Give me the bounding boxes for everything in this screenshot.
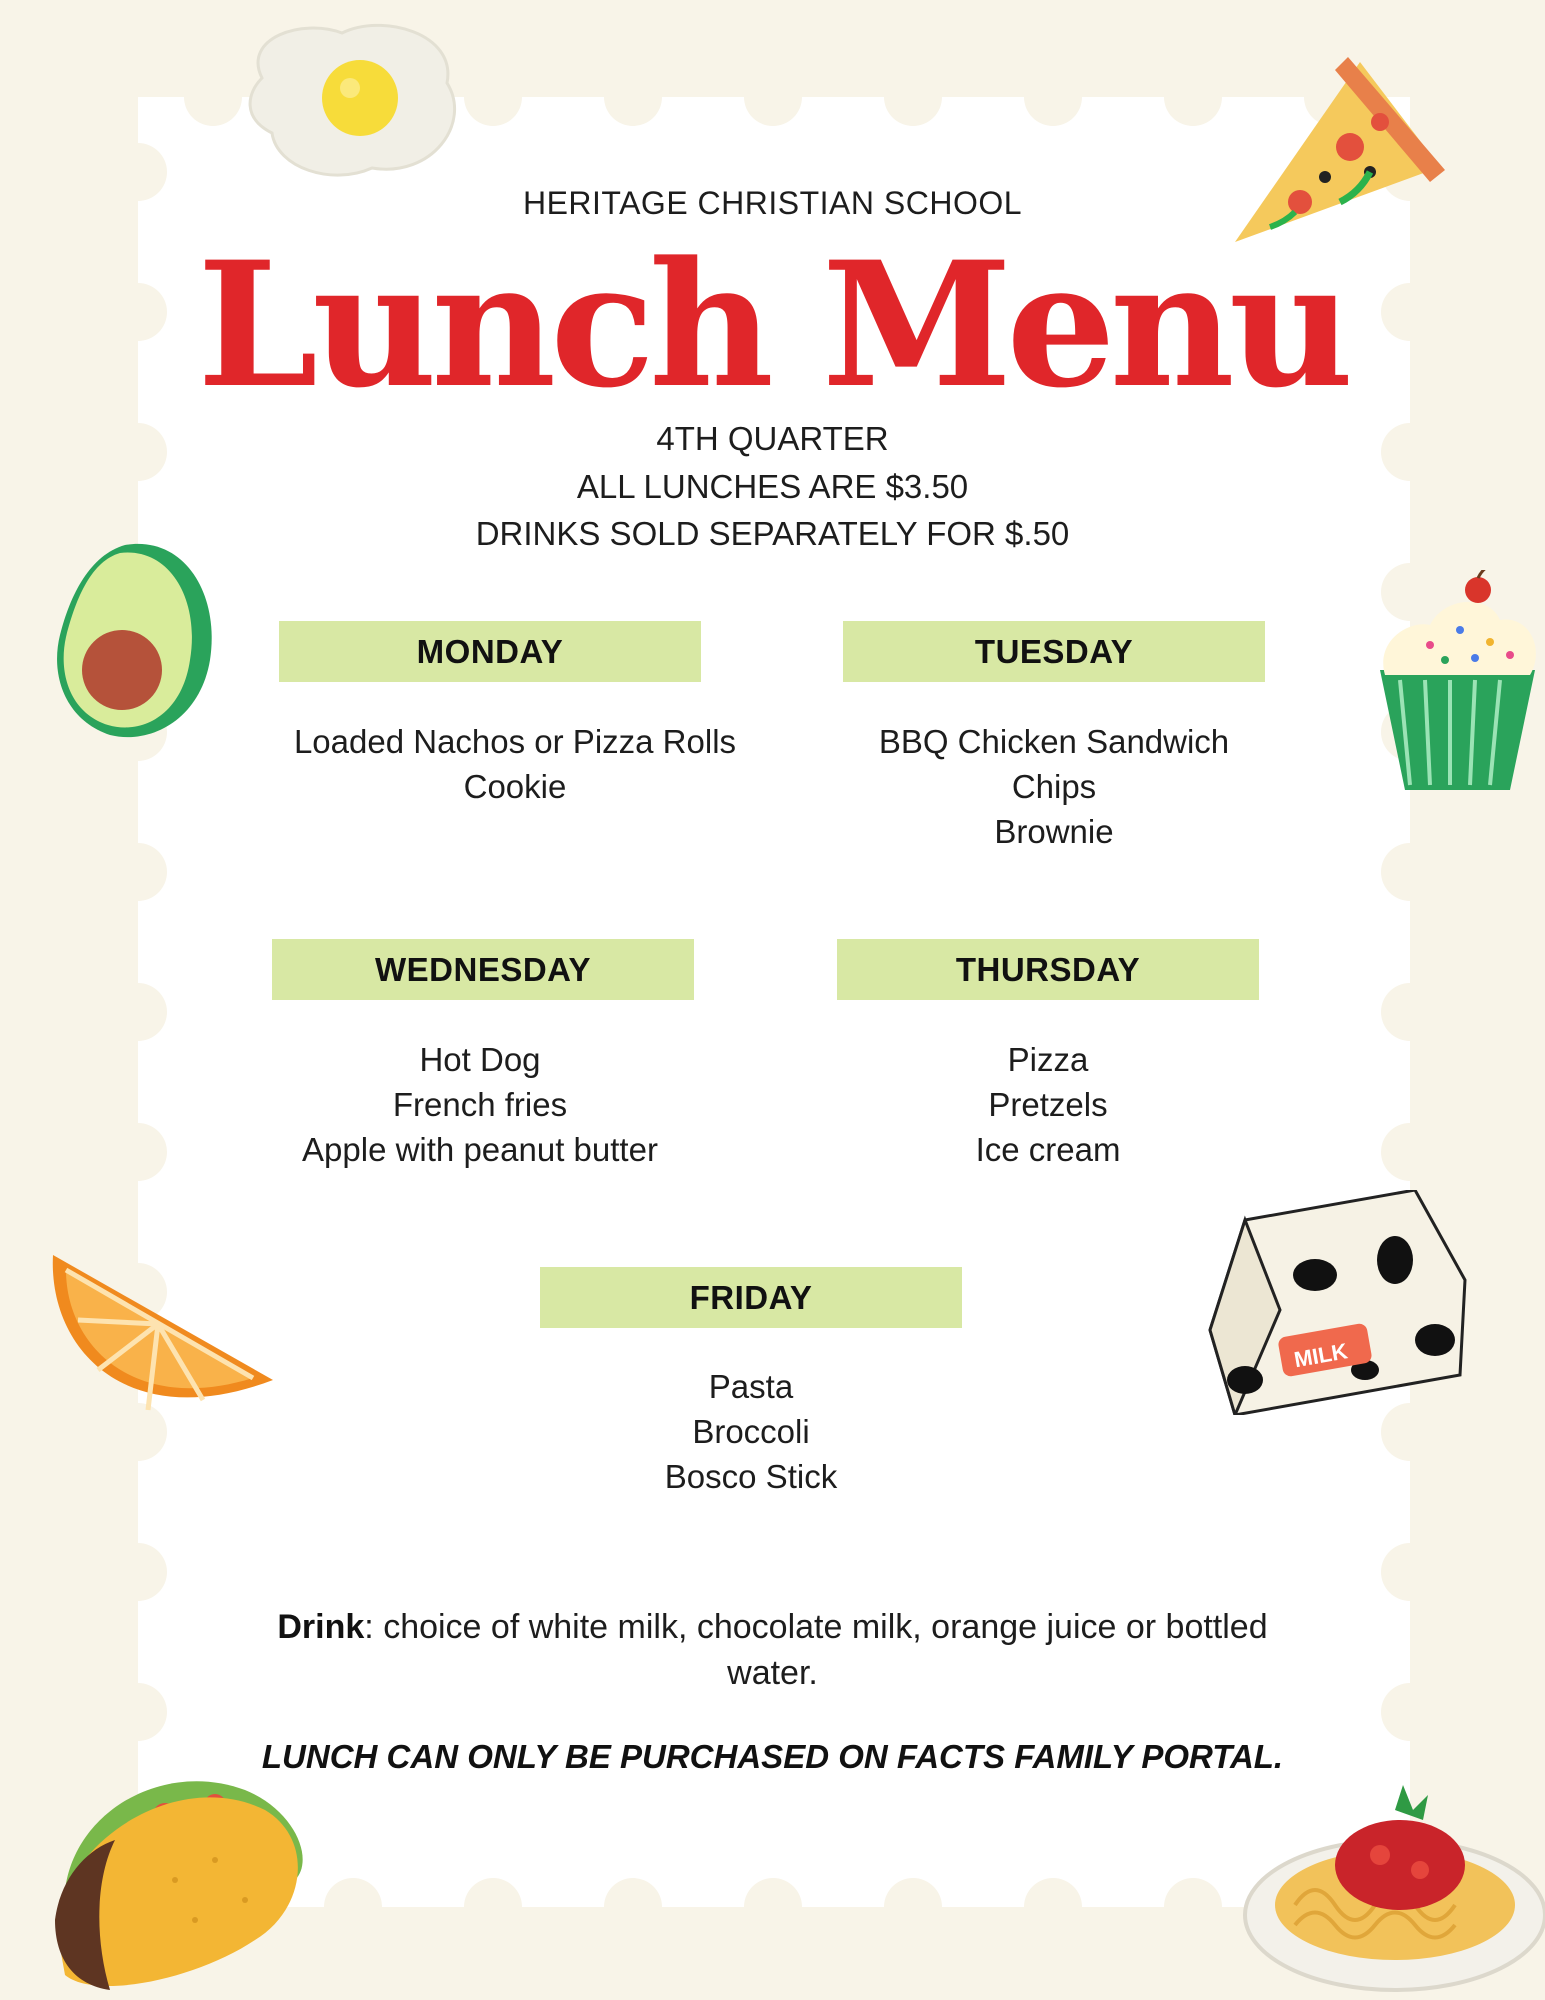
border-scallop — [1381, 1683, 1439, 1741]
menu-items-monday — [235, 719, 795, 809]
border-scallop — [744, 68, 802, 126]
milk-label: MILK — [1292, 1338, 1350, 1373]
spaghetti-icon — [1235, 1765, 1545, 2000]
menu-item: Pretzels — [988, 1086, 1108, 1123]
border-scallop — [109, 983, 167, 1041]
day-header-friday: FRIDAY — [540, 1267, 962, 1328]
day-header-wednesday: WEDNESDAY — [272, 939, 694, 1000]
border-scallop — [324, 1878, 382, 1936]
lunch-price: ALL LUNCHES ARE $3.50 — [576, 468, 969, 505]
fried-egg-icon — [232, 18, 472, 183]
taco-icon — [55, 1770, 315, 2000]
menu-item: Brownie — [994, 813, 1114, 850]
border-scallop — [1381, 1543, 1439, 1601]
school-name: HERITAGE CHRISTIAN SCHOOL — [522, 185, 1023, 221]
menu-item: Loaded Nachos or Pizza Rolls — [293, 723, 737, 760]
border-scallop — [884, 1878, 942, 1936]
menu-item: Hot Dog — [419, 1041, 541, 1078]
border-scallop — [1024, 68, 1082, 126]
border-scallop — [1164, 68, 1222, 126]
border-scallop — [1024, 1878, 1082, 1936]
menu-item: BBQ Chicken Sandwich — [878, 723, 1230, 760]
border-scallop — [1381, 1123, 1439, 1181]
quarter-label: 4TH QUARTER — [656, 420, 889, 457]
menu-item: Apple with peanut butter — [302, 1131, 658, 1168]
milk-carton-icon — [1205, 1190, 1470, 1415]
page-title: Lunch Menu — [197, 223, 1348, 426]
border-scallop — [109, 843, 167, 901]
menu-item: Pasta — [708, 1368, 794, 1405]
menu-item: Pizza — [1007, 1041, 1089, 1078]
menu-items-thursday — [768, 1037, 1328, 1172]
day-header-thursday: THURSDAY — [837, 939, 1259, 1000]
menu-item: Broccoli — [692, 1413, 810, 1450]
avocado-icon — [50, 535, 220, 745]
drink-price: DRINKS SOLD SEPARATELY FOR $.50 — [475, 515, 1070, 552]
menu-item: Bosco Stick — [664, 1458, 838, 1495]
border-scallop — [109, 1123, 167, 1181]
border-scallop — [1381, 843, 1439, 901]
border-scallop — [109, 1683, 167, 1741]
menu-items-friday — [471, 1364, 1031, 1499]
purchase-notice: LUNCH CAN ONLY BE PURCHASED ON FACTS FAMILY PORTAL. — [261, 1738, 1284, 1775]
border-scallop — [884, 68, 942, 126]
border-scallop — [464, 1878, 522, 1936]
cupcake-icon — [1370, 570, 1545, 795]
border-scallop — [109, 1543, 167, 1601]
day-header-monday: MONDAY — [279, 621, 701, 682]
border-scallop — [604, 68, 662, 126]
border-scallop — [604, 1878, 662, 1936]
menu-item: French fries — [392, 1086, 568, 1123]
drink-label: Drink — [277, 1608, 365, 1646]
menu-items-tuesday — [774, 719, 1334, 854]
menu-item: Chips — [1011, 768, 1097, 805]
border-scallop — [1164, 1878, 1222, 1936]
menu-item: Cookie — [463, 768, 567, 805]
menu-item: Ice cream — [975, 1131, 1121, 1168]
border-scallop — [744, 1878, 802, 1936]
drink-options-note — [260, 1604, 1285, 1696]
orange-slice-icon — [38, 1240, 283, 1440]
border-scallop — [1381, 983, 1439, 1041]
border-scallop — [464, 68, 522, 126]
menu-items-wednesday — [200, 1037, 760, 1172]
day-header-tuesday: TUESDAY — [843, 621, 1265, 682]
drink-options-text: : choice of white milk, chocolate milk, orange juice or bottled water. — [364, 1608, 1268, 1692]
